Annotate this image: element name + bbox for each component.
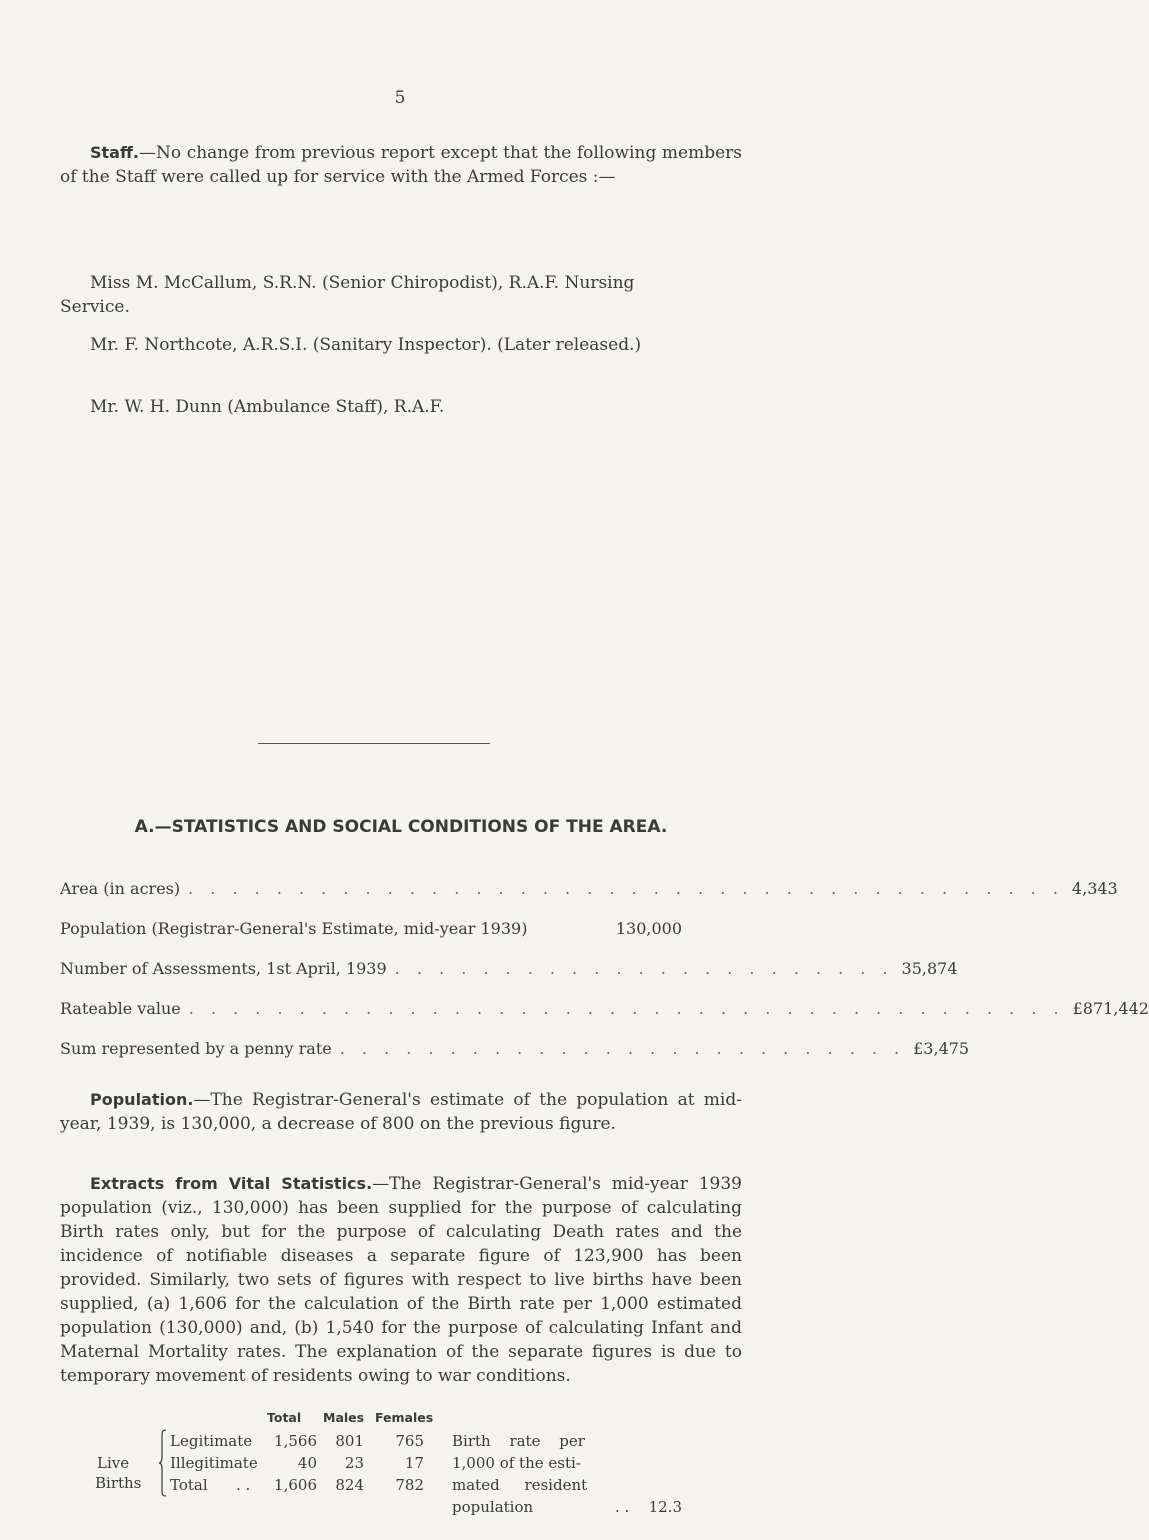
leader-dots: . . — [615, 1498, 630, 1516]
stat-row-assessments — [60, 957, 958, 981]
birth-rate-line: Birth rate per — [452, 1432, 585, 1450]
vital-statistics-heading: Extracts from Vital Statistics. — [90, 1174, 373, 1193]
leader-dots: . . . . . . . . . . . . . . . . . . . . . . . . . . — [339, 1039, 906, 1058]
leader-dots: . . — [236, 1476, 251, 1494]
stat-label: Population (Registrar-General's Estimate, mid-year 1939) — [60, 919, 528, 938]
stat-label: Sum represented by a penny rate — [60, 1039, 332, 1058]
leader-dots: . . . . . . . . . . . . . . . . . . . . . . . . . . . . . . . . . . . . . . . . — [188, 879, 1064, 898]
stat-row-penny-rate — [60, 1037, 970, 1061]
header-females: Females — [375, 1410, 434, 1425]
stat-row-population — [60, 917, 682, 941]
header-total: Total — [267, 1410, 302, 1425]
stat-value: 4,343 — [1071, 879, 1118, 898]
header-males: Males — [323, 1410, 365, 1425]
population-paragraph — [60, 1088, 742, 1136]
group-label-births: Births — [95, 1474, 142, 1492]
staff-paragraph — [60, 141, 742, 189]
population-heading: Population. — [90, 1090, 194, 1109]
stat-value: £871,442 — [1072, 999, 1149, 1018]
stat-row-rateable-value — [60, 997, 1149, 1021]
stat-value: 35,874 — [901, 959, 958, 978]
vital-statistics-text: —The Registrar-General's mid-year 1939 population (viz., 130,000) has been supplied for the purpose of calculating Birth rates only, but for the purpose of calculating Death rates and the incidence of notifiable diseases a separate figure of 123,900 has been provided. Similarly, two sets of figures with respect to live births have been supplied, (a) 1,606 for the calculation of the Birth rate per 1,000 estimated population (130,000) and, (b) 1,540 for the purpose of calculating Infant and Maternal Mortality rates. The explanation of the separate figures is due to temporary movement of residents owing to war conditions. — [60, 1174, 742, 1386]
staff-member-northcote: Mr. F. Northcote, A.R.S.I. (Sanitary Inspector). (Later released.) — [90, 335, 642, 355]
leader-dots: . . . . . . . . . . . . . . . . . . . . . . . — [394, 959, 894, 978]
cell-males: 824 — [335, 1476, 364, 1494]
cell-females: 782 — [395, 1476, 424, 1494]
cell-females: 765 — [395, 1432, 424, 1450]
vital-statistics-paragraph — [60, 1172, 742, 1388]
staff-heading: Staff. — [90, 143, 140, 162]
cell-males: 23 — [344, 1454, 364, 1472]
birth-rate-value: 12.3 — [648, 1498, 682, 1516]
staff-text: —No change from previous report except that the following members of the Staff were called up for service with the Armed Forces :— — [60, 143, 742, 187]
cell-females: 17 — [404, 1454, 424, 1472]
birth-rate-line: 1,000 of the esti- — [452, 1454, 581, 1472]
section-divider — [258, 743, 490, 744]
birth-rate-line: mated resident — [452, 1476, 588, 1494]
staff-member-mccallum: Miss M. McCallum, S.R.N. (Senior Chiropodist), R.A.F. Nursing Service. — [60, 273, 635, 317]
birth-rate-line: population — [452, 1498, 534, 1516]
stat-label: Number of Assessments, 1st April, 1939 — [60, 959, 387, 978]
cell-total: 40 — [297, 1454, 317, 1472]
brace-icon — [159, 1429, 167, 1497]
cell-males: 801 — [335, 1432, 364, 1450]
row-label: Illegitimate — [170, 1454, 258, 1472]
row-label: Legitimate — [170, 1432, 253, 1450]
stat-value: 130,000 — [615, 919, 682, 938]
row-label: Total — [170, 1476, 208, 1494]
live-births-table — [60, 1410, 742, 1540]
leader-dots — [527, 917, 615, 941]
leader-dots: . . . . . . . . . . . . . . . . . . . . . . . . . . . . . . . . . . . . . . . . — [188, 999, 1065, 1018]
group-label-live: Live — [97, 1454, 130, 1472]
cell-total: 1,566 — [274, 1432, 317, 1450]
cell-total: 1,606 — [274, 1476, 317, 1494]
section-a-title: A.—STATISTICS AND SOCIAL CONDITIONS OF THE AREA. — [134, 817, 668, 837]
population-text: —The Registrar-General's estimate of the population at mid-year, 1939, is 130,000, a decrease of 800 on the previous figure. — [60, 1090, 742, 1134]
page-number: 5 — [394, 88, 406, 108]
stat-label: Area (in acres) — [60, 879, 181, 898]
stat-label: Rateable value — [60, 999, 181, 1018]
stat-row-area — [60, 877, 1118, 901]
staff-member-dunn: Mr. W. H. Dunn (Ambulance Staff), R.A.F. — [90, 397, 445, 417]
stat-value: £3,475 — [913, 1039, 970, 1058]
